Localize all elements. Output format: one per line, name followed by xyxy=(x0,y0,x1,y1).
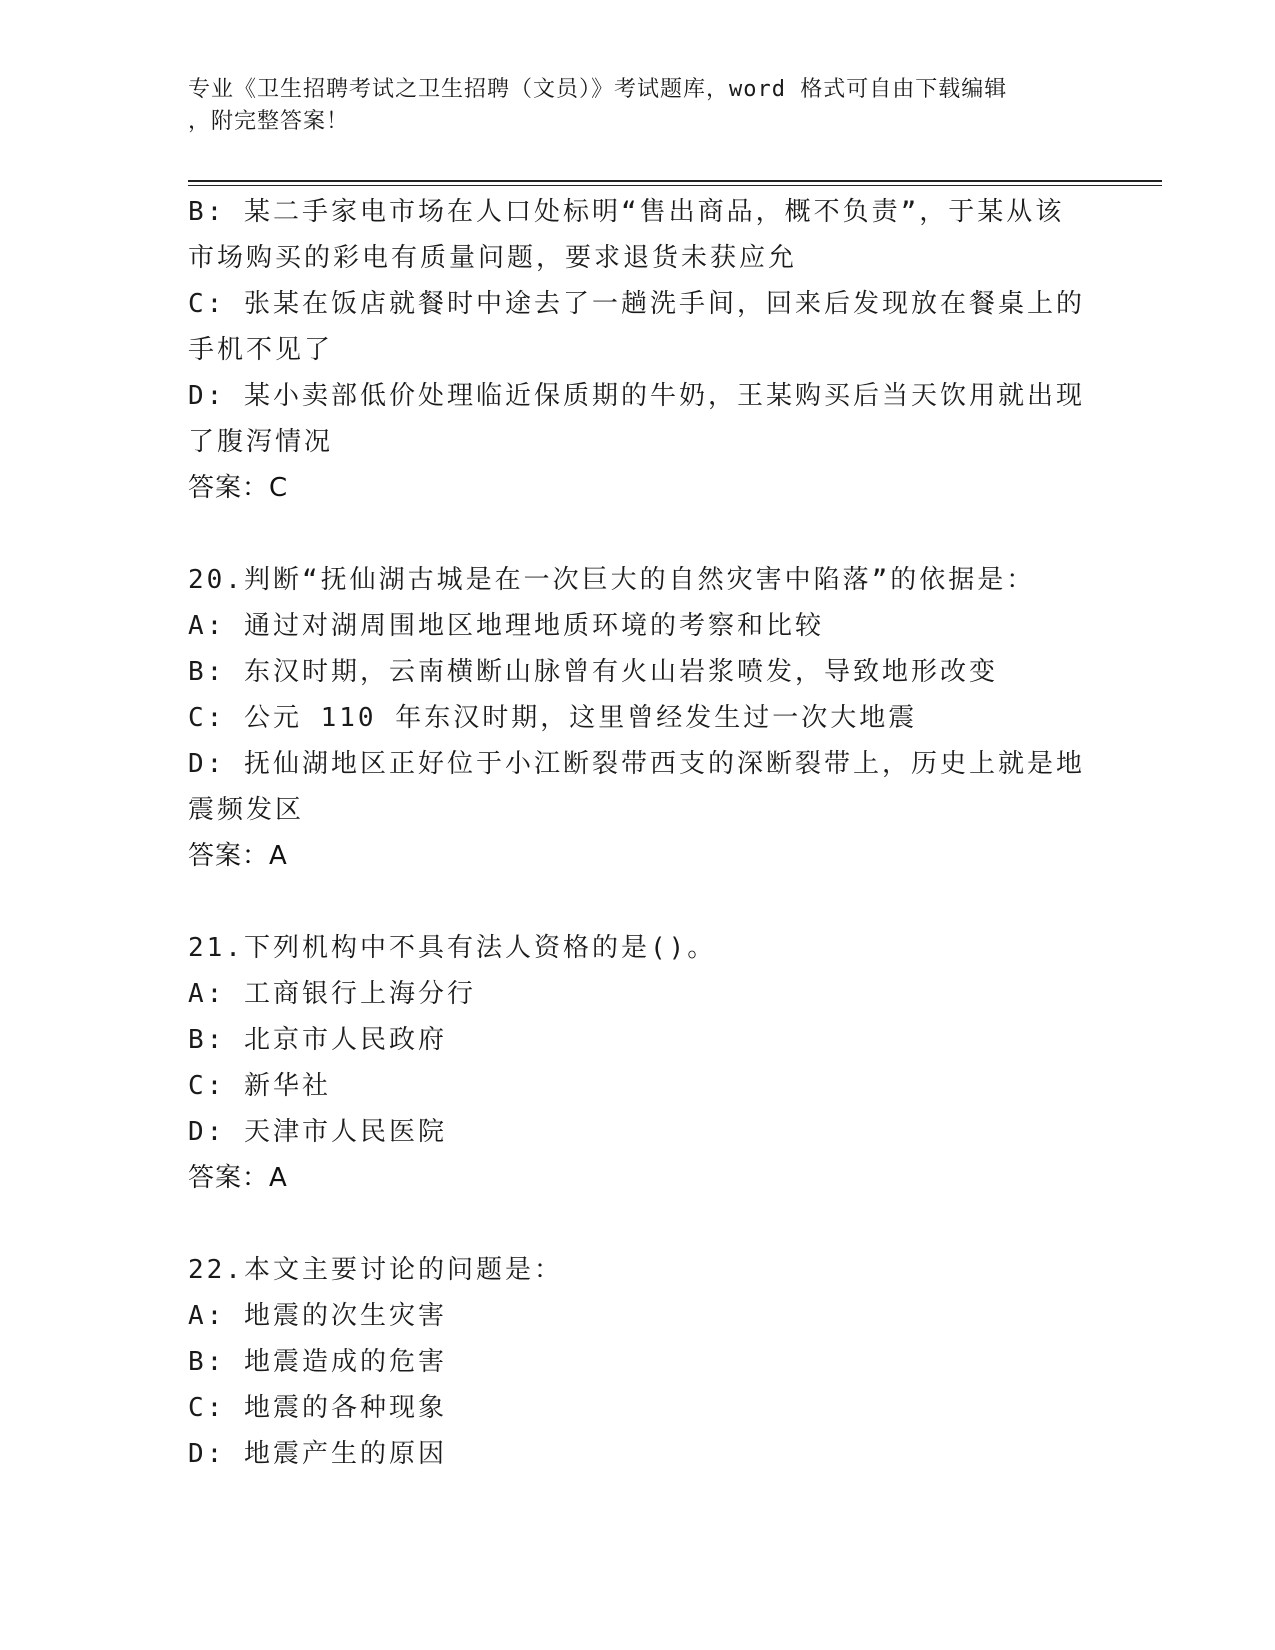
question-text: 21.下列机构中不具有法人资格的是()。 xyxy=(188,933,717,963)
option-a: A: 地震的次生灾害 xyxy=(188,1301,447,1331)
question-block-21 xyxy=(188,925,1088,1201)
question-block-19 xyxy=(188,189,1088,511)
spacer xyxy=(188,511,1088,557)
header-title-line: 专业《卫生招聘考试之卫生招聘（文员）》考试题库，word 格式可自由下载编辑 xyxy=(188,77,1008,102)
question-block-20 xyxy=(188,557,1088,879)
spacer xyxy=(188,1201,1088,1247)
answer-line: 答案：A xyxy=(188,1163,288,1193)
option-b: B: 地震造成的危害 xyxy=(188,1347,447,1377)
option-c: C: 新华社 xyxy=(188,1071,331,1101)
option-b: B: 北京市人民政府 xyxy=(188,1025,447,1055)
option-d-continuation: 震频发区 xyxy=(188,795,305,825)
spacer xyxy=(188,879,1088,925)
option-b: B: 某二手家电市场在人口处标明“售出商品，概不负责”，于某从该 xyxy=(188,197,1065,227)
option-d: D: 某小卖部低价处理临近保质期的牛奶，王某购买后当天饮用就出现 xyxy=(188,381,1085,411)
option-c: C: 地震的各种现象 xyxy=(188,1393,447,1423)
option-d: D: 地震产生的原因 xyxy=(188,1439,447,1469)
option-b-continuation: 市场购买的彩电有质量问题，要求退货未获应允 xyxy=(188,243,798,273)
option-d: D: 天津市人民医院 xyxy=(188,1117,447,1147)
question-text: 22.本文主要讨论的问题是： xyxy=(188,1255,563,1285)
option-c: C: 公元 110 年东汉时期，这里曾经发生过一次大地震 xyxy=(188,703,918,733)
option-c: C: 张某在饭店就餐时中途去了一趟洗手间，回来后发现放在餐桌上的 xyxy=(188,289,1085,319)
header-divider-thin xyxy=(188,185,1162,186)
document-header xyxy=(188,74,1068,138)
header-divider-thick xyxy=(188,180,1162,182)
option-b: B: 东汉时期，云南横断山脉曾有火山岩浆喷发，导致地形改变 xyxy=(188,657,998,687)
answer-line: 答案：C xyxy=(188,473,289,503)
question-list xyxy=(188,189,1088,1477)
option-a: A: 通过对湖周围地区地理地质环境的考察和比较 xyxy=(188,611,824,641)
option-a: A: 工商银行上海分行 xyxy=(188,979,476,1009)
header-title-continuation: ，附完整答案！ xyxy=(188,109,350,134)
answer-line: 答案：A xyxy=(188,841,288,871)
option-d-continuation: 了腹泻情况 xyxy=(188,427,334,457)
question-text: 20.判断“抚仙湖古城是在一次巨大的自然灾害中陷落”的依据是： xyxy=(188,565,1036,595)
option-d: D: 抚仙湖地区正好位于小江断裂带西支的深断裂带上，历史上就是地 xyxy=(188,749,1085,779)
question-block-22 xyxy=(188,1247,1088,1477)
option-c-continuation: 手机不见了 xyxy=(188,335,334,365)
